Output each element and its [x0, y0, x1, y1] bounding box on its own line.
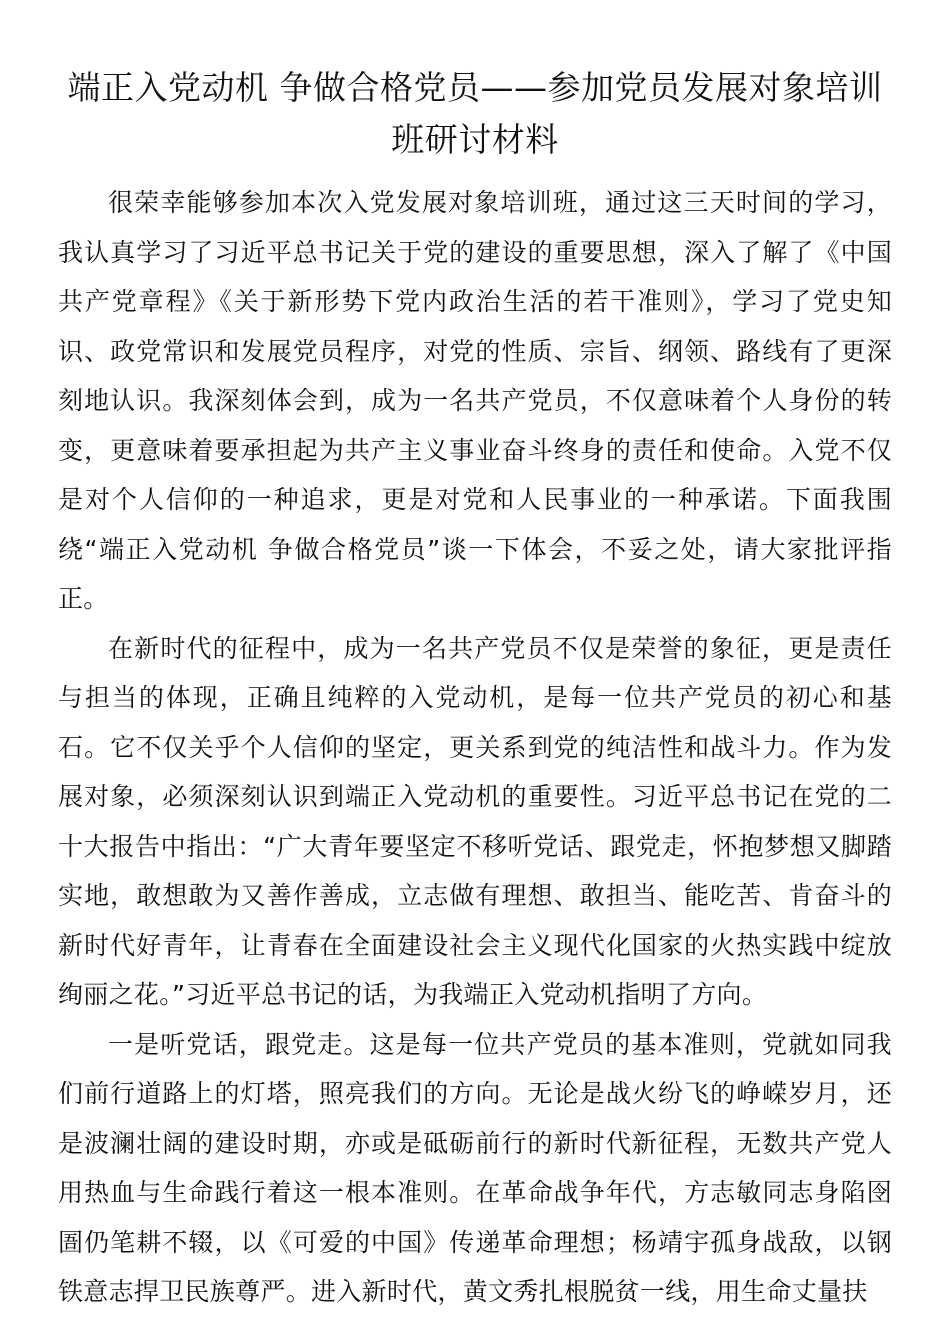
- document-title: 端正入党动机 争做合格党员——参加党员发展对象培训班研讨材料: [67, 68, 883, 159]
- document-page: [58, 62, 892, 1317]
- paragraph-intro: 很荣幸能够参加本次入党发展对象培训班，通过这三天时间的学习，我认真学习了习近平总书记关于党的建设的重要思想，深入了解了《中国共产党章程》《关于新形势下党内政治生活的若干准则》，学习了党史知识、政党常识和发展党员程序，对党的性质、宗旨、纲领、路线有了更深刻地认识。我深刻体会到，成为一名共产党员，不仅意味着个人身份的转变，更意味着要承担起为共产主义事业奋斗终身的责任和使命。入党不仅是对个人信仰的一种追求，更是对党和人民事业的一种承诺。下面我围绕“端正入党动机 争做合格党员”谈一下体会，不妥之处，请大家批评指正。: [58, 188, 892, 613]
- paragraph-point-one: 一是听党话，跟党走。这是每一位共产党员的基本准则，党就如同我们前行道路上的灯塔，照亮我们的方向。无论是战火纷飞的峥嵘岁月，还是波澜壮阔的建设时期，亦或是砥砺前行的新时代新征程，无数共产党人用热血与生命践行着这一根本准则。在革命战争年代，方志敏同志身陷囹圄仍笔耕不辍，以《可爱的中国》传递革命理想；杨靖宇孤身战敌，以钢铁意志捍卫民族尊严。进入新时代，黄文秀扎根脱贫一线，用生命丈量扶: [58, 1029, 892, 1306]
- paragraph-motivation: 在新时代的征程中，成为一名共产党员不仅是荣誉的象征，更是责任与担当的体现，正确且纯粹的入党动机，是每一位共产党员的初心和基石。它不仅关乎个人信仰的坚定，更关系到党的纯洁性和战斗力。作为发展对象，必须深刻认识到端正入党动机的重要性。习近平总书记在党的二十大报告中指出：“广大青年要坚定不移听党话、跟党走，怀抱梦想又脚踏实地，敢想敢为又善作善成，立志做有理想、敢担当、能吃苦、肯奋斗的新时代好青年，让青春在全面建设社会主义现代化国家的火热实践中绽放绚丽之花。”习近平总书记的话，为我端正入党动机指明了方向。: [58, 633, 892, 1009]
